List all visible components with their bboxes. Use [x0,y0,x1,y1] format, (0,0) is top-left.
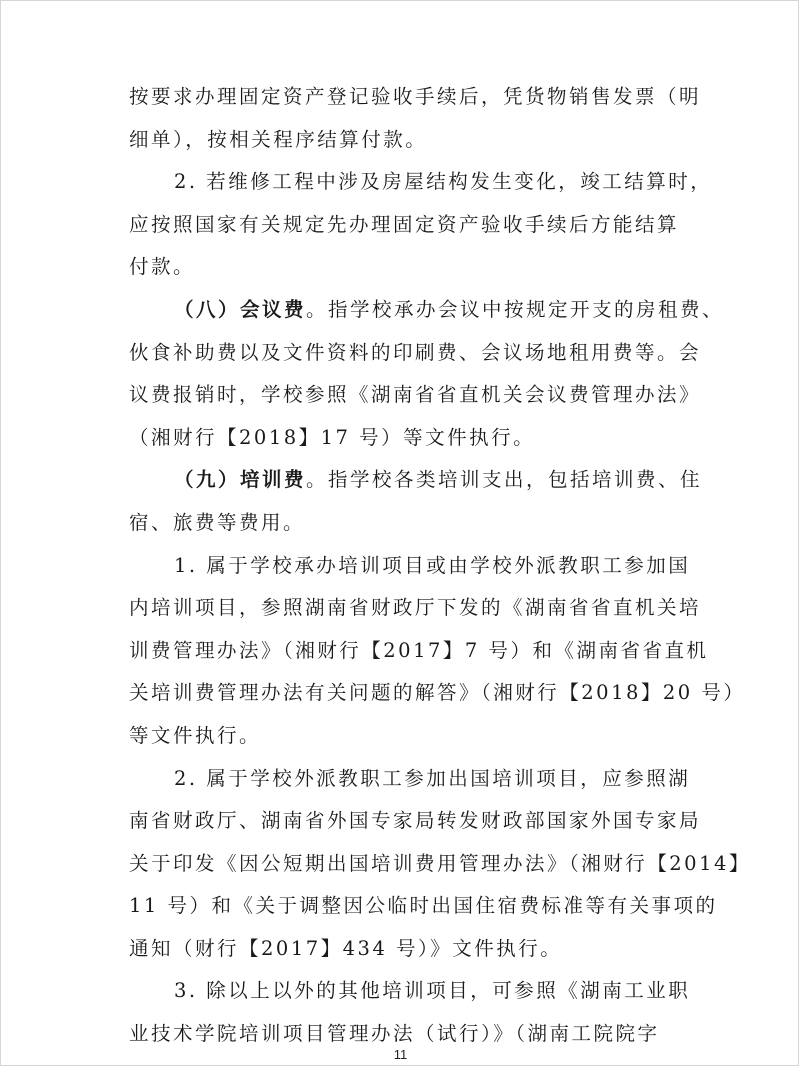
text-line: 通知（财行【2017】434 号）》文件执行。 [129,936,563,960]
text-line: 按要求办理固定资产登记验收手续后，凭货物销售发票（明 [129,85,702,108]
text-line: 等文件执行。 [129,723,262,747]
text-span: 。指学校各类培训支出，包括培训费、住 [306,468,703,492]
text-line: 南省财政厅、湖南省外国专家局转发财政部国家外国专家局 [129,809,702,833]
text-line: 11 号）和《关于调整因公临时出国住宿费标准等有关事项的 [129,894,718,918]
section-heading-meeting-fee: （八）会议费 [174,297,307,321]
text-line: 3. 除以上以外的其他培训项目，可参照《湖南工业职 [174,979,691,1003]
text-line: 关培训费管理办法有关问题的解答》（湘财行【2018】20 号） [129,681,746,705]
text-line: 付款。 [129,255,196,279]
text-line: 伙食补助费以及文件资料的印刷费、会议场地租用费等。会 [129,340,702,364]
text-line: 关于印发《因公短期出国培训费用管理办法》（湘财行【2014】 [129,851,751,875]
text-line: 训费管理办法》（湘财行【2017】7 号）和《湖南省省直机 [129,638,709,662]
text-span: 。指学校承办会议中按规定开支的房租费、 [306,297,725,321]
text-line: 2. 若维修工程中涉及房屋结构发生变化，竣工结算时， [174,170,713,194]
page-number: 11 [393,1047,408,1062]
text-line: 业技术学院培训项目管理办法（试行）》（湖南工院院字 [129,1022,660,1046]
document-body [129,76,751,1056]
section-heading-training-fee: （九）培训费 [174,468,307,492]
text-line: 细单），按相关程序结算付款。 [129,127,428,151]
text-line: 1. 属于学校承办培训项目或由学校外派教职工参加国 [174,553,691,577]
text-line: 内培训项目，参照湖南省财政厅下发的《湖南省省直机关培 [129,596,702,620]
text-line: 宿、旅费等费用。 [129,510,306,534]
section-heading-line [129,459,703,502]
text-line: 应按照国家有关规定先办理固定资产验收手续后方能结算 [129,212,680,236]
text-line: （湘财行【2018】17 号）等文件执行。 [129,425,536,449]
text-line: 2. 属于学校外派教职工参加出国培训项目，应参照湖 [174,766,691,790]
section-heading-line [129,289,725,332]
text-line: 议费报销时，学校参照《湖南省省直机关会议费管理办法》 [129,383,702,407]
